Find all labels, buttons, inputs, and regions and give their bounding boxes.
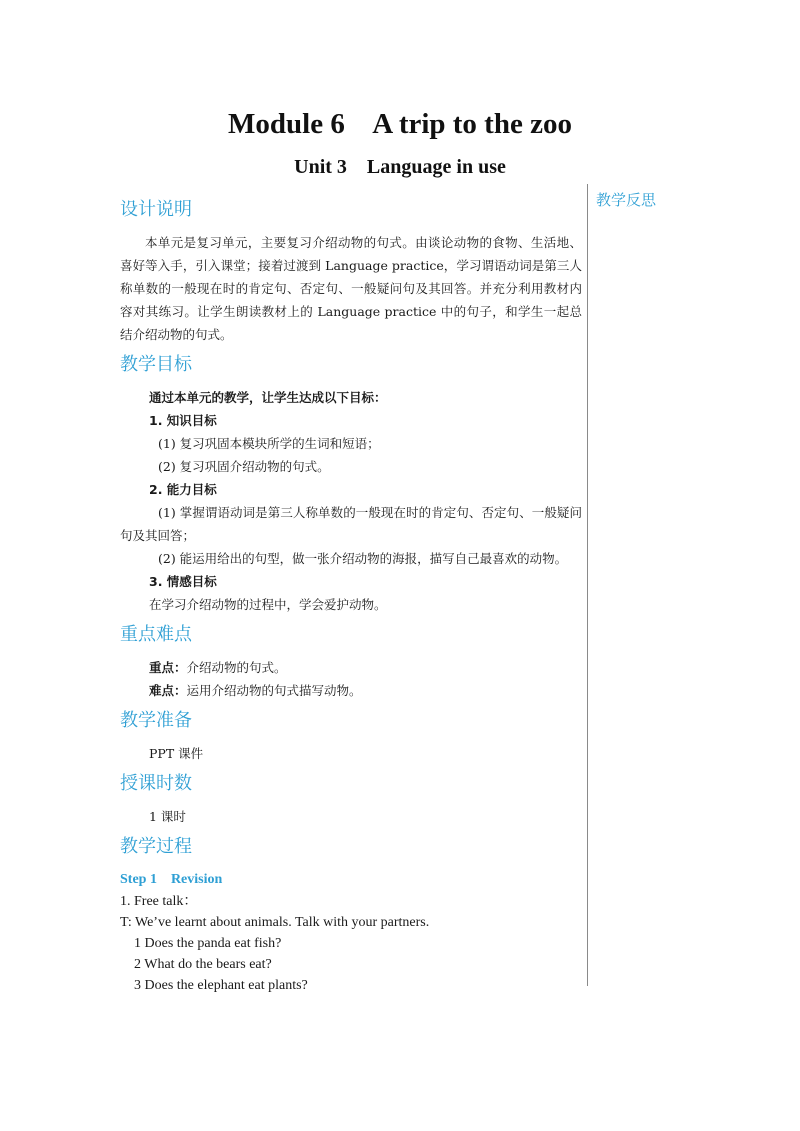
goal-2-item: (2) 能运用给出的句型，做一张介绍动物的海报，描写自己最喜欢的动物。	[158, 551, 568, 566]
prep-section	[120, 708, 582, 765]
design-text: 本单元是复习单元，主要复习介绍动物的句式。由谈论动物的食物、生活地、喜好等入手，引入课堂；接着过渡到 Language practice，学习谓语动词是第三人称单数的一般现在时的肯定句、否定句、一般疑问句及其回答。并充分利用教材内容对其练习。让学生朗读教材上的 Language practice 中的句子，和学生一起总结介绍动物的句式。	[120, 235, 582, 342]
process-heading: 教学过程	[120, 836, 192, 857]
hours-text: 1 课时	[149, 809, 186, 824]
process-section	[120, 834, 582, 996]
design-heading: 设计说明	[120, 199, 192, 220]
goals-heading: 教学目标	[120, 354, 192, 375]
unit-subtitle: Unit 3 Language in use	[294, 156, 506, 178]
difficult-point	[120, 679, 582, 702]
teacher-line: T: We’ve learnt about animals. Talk with your partners.	[120, 915, 430, 930]
key-text: 介绍动物的句式。	[186, 660, 287, 675]
goal-3-title: 3. 情感目标	[149, 574, 217, 589]
difficult-label: 难点：	[149, 683, 187, 698]
reflection-label: 教学反思	[596, 191, 657, 209]
goal-2-title: 2. 能力目标	[149, 482, 217, 497]
prep-text: PPT 课件	[149, 746, 204, 761]
goal-1-item: (2) 复习巩固介绍动物的句式。	[158, 459, 330, 474]
goal-1-title: 1. 知识目标	[149, 413, 217, 428]
question-item: 1 Does the panda eat fish?	[134, 936, 282, 951]
main-content	[120, 197, 582, 1002]
key-label: 重点：	[149, 660, 187, 675]
margin-divider	[587, 184, 588, 986]
goals-section	[120, 352, 582, 616]
goal-2-item: (1) 掌握谓语动词是第三人称单数的一般现在时的肯定句、否定句、一般疑问句及其回答；	[120, 505, 582, 543]
question-item: 2 What do the bears eat?	[134, 957, 272, 972]
free-talk: 1. Free talk：	[120, 894, 198, 909]
goal-3-text: 在学习介绍动物的过程中，学会爱护动物。	[149, 597, 387, 612]
goal-1-item: (1) 复习巩固本模块所学的生词和短语；	[158, 436, 380, 451]
page-title: Module 6 A trip to the zoo	[228, 108, 572, 140]
design-section	[120, 197, 582, 346]
difficult-text: 运用介绍动物的句式描写动物。	[186, 683, 362, 698]
prep-heading: 教学准备	[120, 710, 192, 731]
key-point	[120, 656, 582, 679]
key-section	[120, 622, 582, 702]
hours-section	[120, 771, 582, 828]
hours-heading: 授课时数	[120, 773, 192, 794]
goals-intro: 通过本单元的教学，让学生达成以下目标：	[149, 390, 387, 405]
key-heading: 重点难点	[120, 624, 192, 645]
question-item: 3 Does the elephant eat plants?	[134, 978, 308, 993]
step-1-title: Step 1 Revision	[120, 872, 223, 887]
